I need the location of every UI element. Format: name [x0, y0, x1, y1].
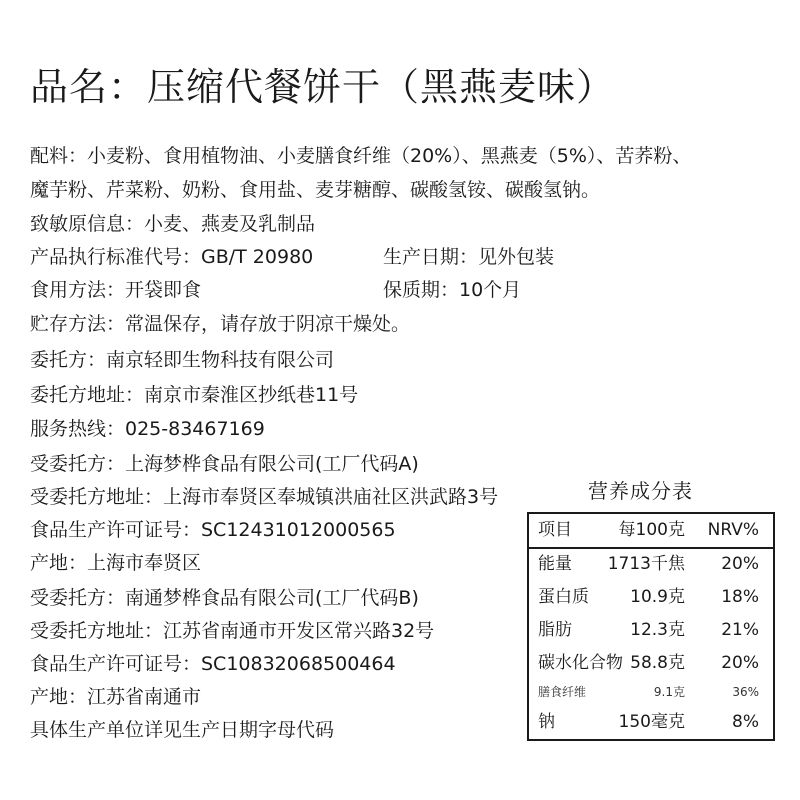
nutrition-table-header: [529, 514, 773, 549]
nutrient-value: 9.1克: [653, 685, 685, 699]
standard-code: 产品执行标准代号：GB/T 20980: [30, 246, 314, 268]
nutrient-nrv: 18%: [721, 587, 759, 607]
contractor-b-license: 食品生产许可证号：SC10832068500464: [30, 653, 396, 675]
table-row: [529, 581, 773, 614]
nutrient-value: 1713千焦: [607, 554, 685, 574]
nutrient-nrv: 20%: [721, 653, 759, 673]
nutrition-table: [527, 512, 775, 741]
header-per-100g: 每100克: [618, 520, 685, 540]
contractor-a-address: 受委托方地址：上海市奉贤区奉城镇洪庙社区洪武路3号: [30, 486, 499, 508]
allergen-info: 致敏原信息：小麦、燕麦及乳制品: [30, 213, 316, 235]
production-date: 生产日期：见外包装: [383, 246, 555, 268]
contractor-b-origin: 产地：江苏省南通市: [30, 686, 202, 708]
ingredients-line-2: 魔芋粉、芹菜粉、奶粉、食用盐、麦芽糖醇、碳酸氢铵、碳酸氢钠。: [30, 179, 601, 201]
nutrient-value: 150毫克: [618, 712, 685, 732]
nutrient-nrv: 21%: [721, 620, 759, 640]
nutrient-value: 58.8克: [630, 653, 685, 673]
shelf-life: 保质期：10个月: [383, 279, 522, 301]
contractor-a-license: 食品生产许可证号：SC12431012000565: [30, 519, 396, 541]
nutrient-name: 膳食纤维: [538, 685, 587, 699]
nutrient-nrv: 20%: [721, 554, 759, 574]
client-name: 委托方：南京轻即生物科技有限公司: [30, 349, 335, 371]
client-address: 委托方地址：南京市秦淮区抄纸巷11号: [30, 384, 359, 406]
contractor-b-address: 受委托方地址：江苏省南通市开发区常兴路32号: [30, 620, 435, 642]
nutrient-name: 脂肪: [538, 620, 572, 640]
header-item: 项目: [538, 520, 572, 540]
table-row: [529, 706, 773, 739]
product-name-title: 品名：压缩代餐饼干（黑燕麦味）: [30, 65, 616, 109]
nutrient-name: 蛋白质: [538, 587, 589, 607]
ingredients-line-1: 配料：小麦粉、食用植物油、小麦膳食纤维（20%）、黑燕麦（5%）、苦荞粉、: [30, 145, 692, 167]
nutrient-name: 钠: [538, 712, 555, 732]
storage-method: 贮存方法：常温保存，请存放于阴凉干燥处。: [30, 313, 411, 335]
nutrient-name: 能量: [538, 554, 572, 574]
header-nrv: NRV%: [707, 520, 759, 540]
contractor-a-name: 受委托方：上海梦桦食品有限公司(工厂代码A): [30, 453, 419, 475]
service-hotline: 服务热线：025-83467169: [30, 418, 265, 440]
nutrient-name: 碳水化合物: [538, 653, 623, 673]
nutrient-nrv: 8%: [732, 712, 759, 732]
contractor-b-name: 受委托方：南通梦桦食品有限公司(工厂代码B): [30, 587, 419, 609]
table-row: [529, 614, 773, 647]
table-row: [529, 676, 773, 709]
nutrient-nrv: 36%: [732, 685, 759, 699]
contractor-a-origin: 产地：上海市奉贤区: [30, 552, 202, 574]
table-row: [529, 548, 773, 581]
usage-method: 食用方法：开袋即食: [30, 279, 202, 301]
nutrient-value: 12.3克: [630, 620, 685, 640]
nutrition-table-title: 营养成分表: [588, 479, 693, 503]
nutrient-value: 10.9克: [630, 587, 685, 607]
production-unit-note: 具体生产单位详见生产日期字母代码: [30, 719, 335, 741]
